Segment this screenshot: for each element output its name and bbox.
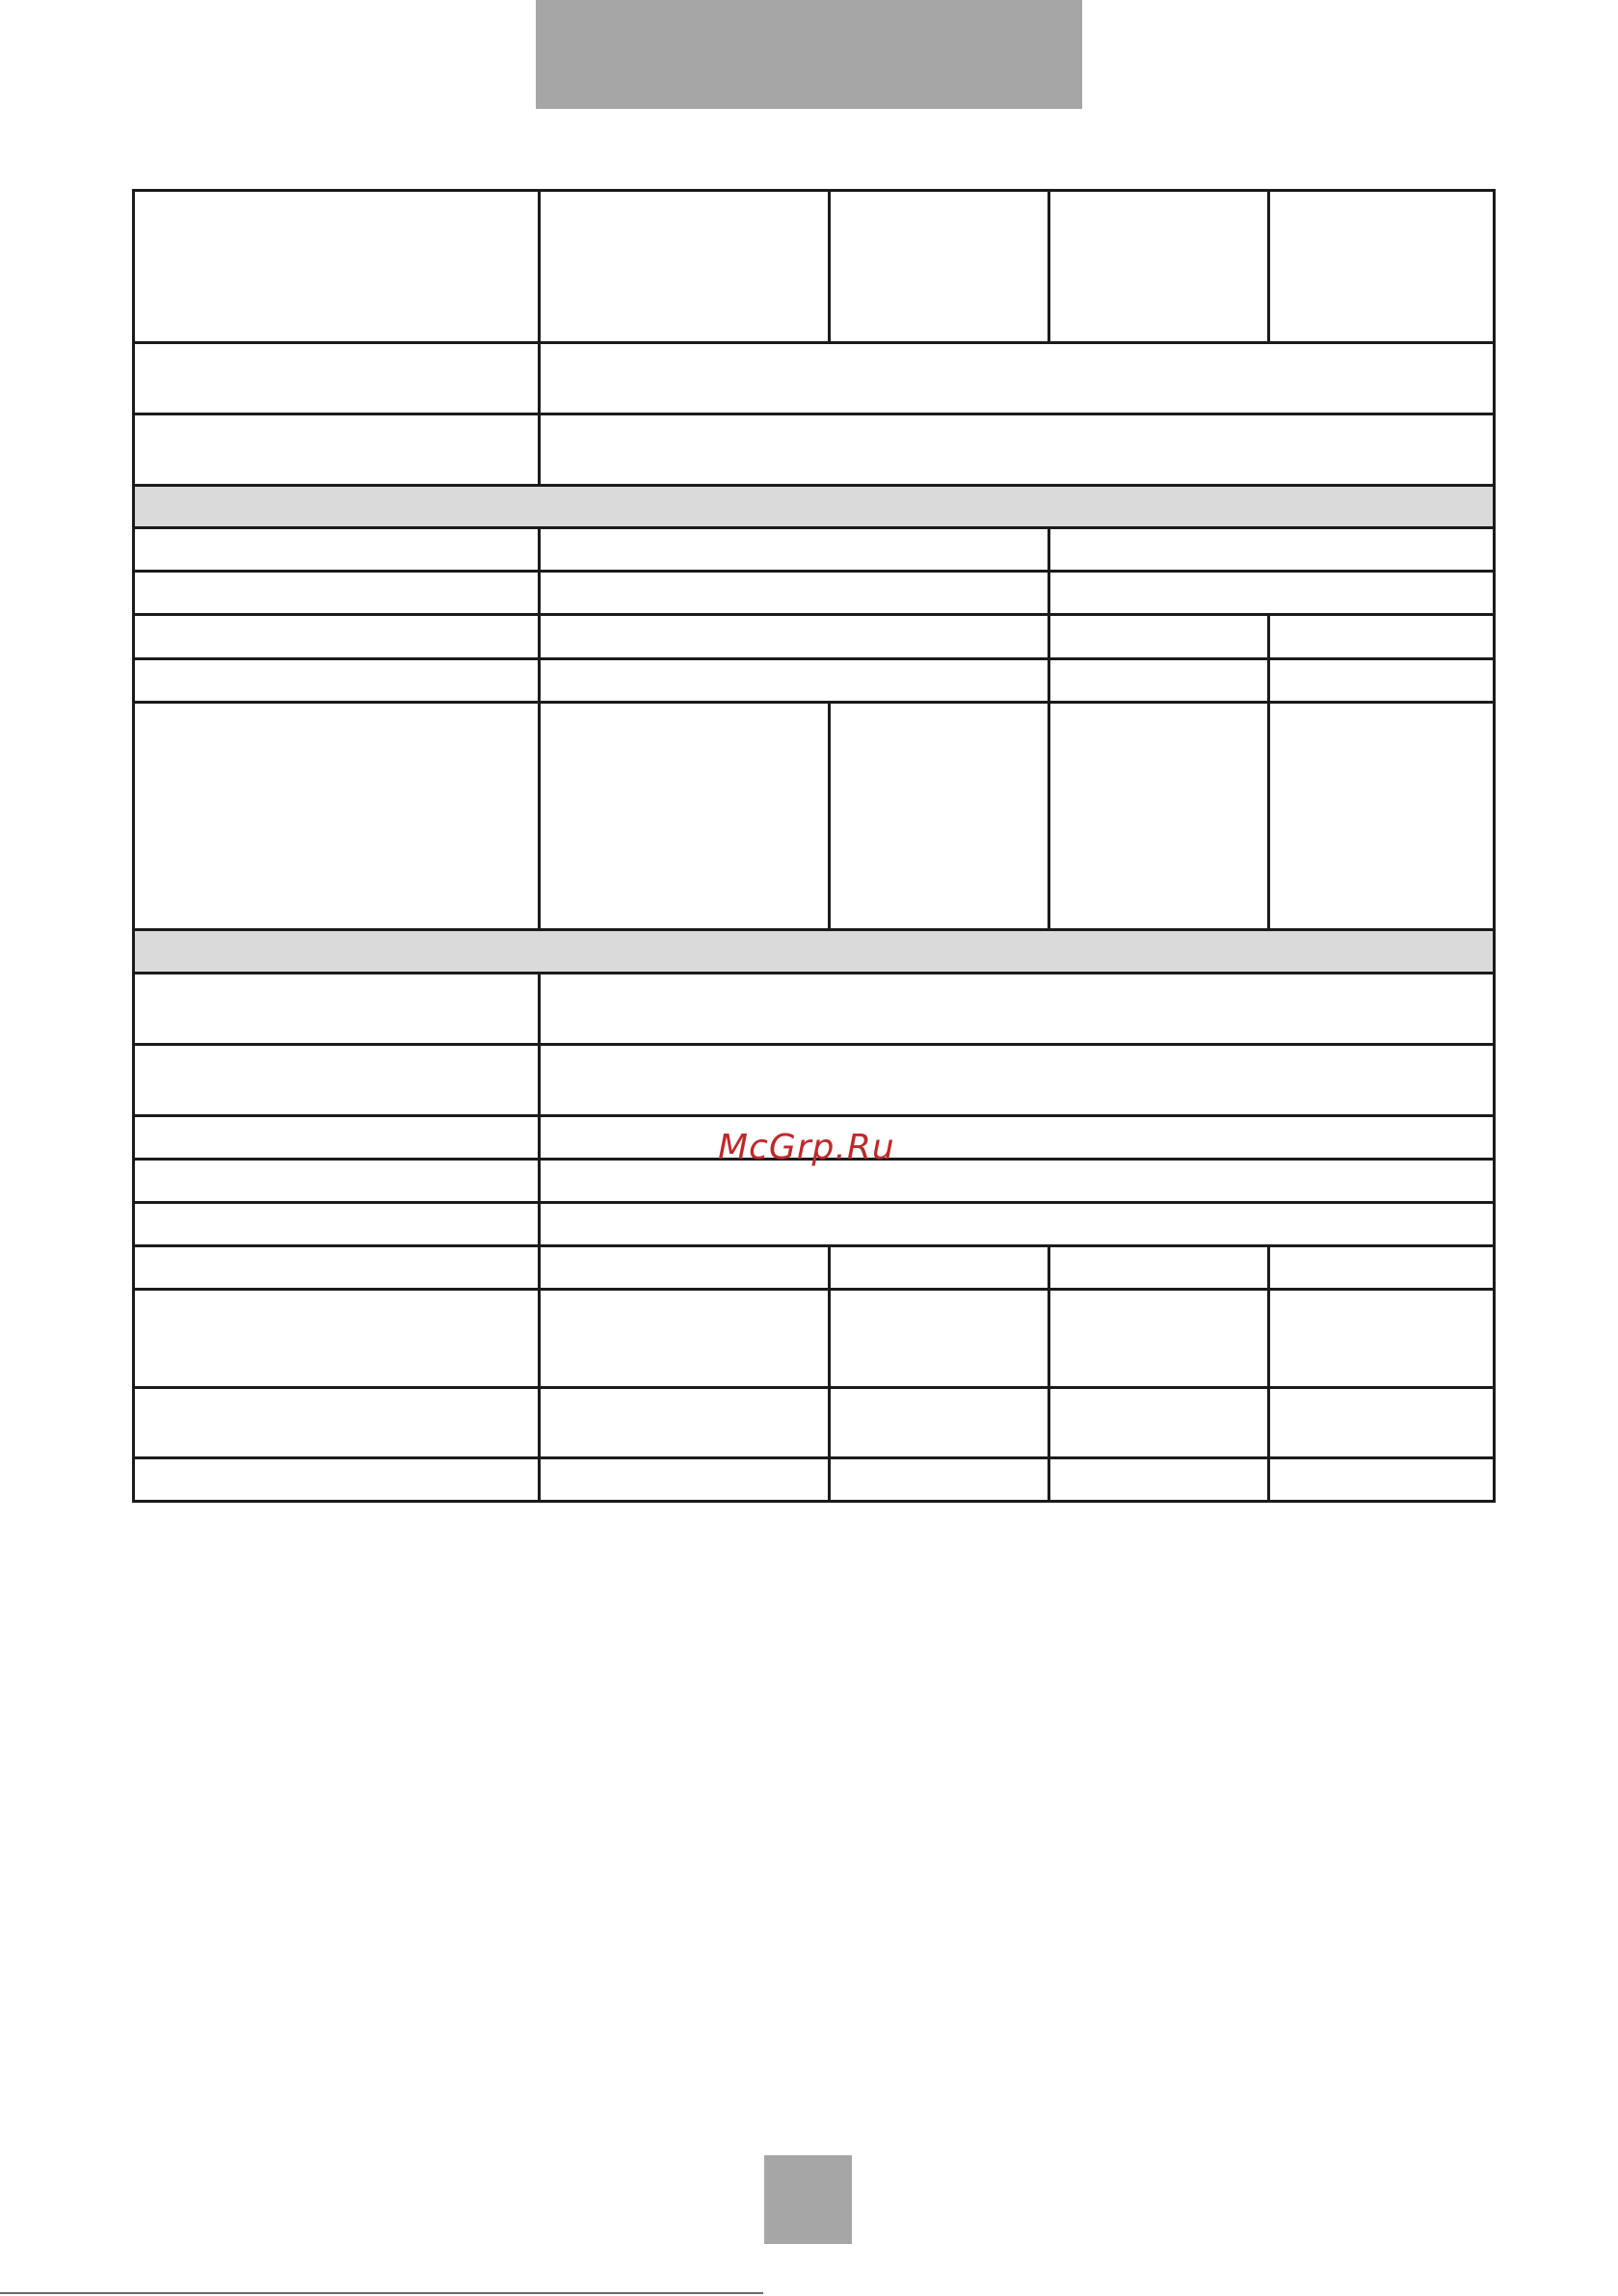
table-cell [134, 414, 540, 486]
table-cell [1269, 659, 1495, 703]
table-cell [830, 1458, 1049, 1502]
spec-table [132, 189, 1496, 1503]
table-cell [1269, 1388, 1495, 1458]
table-cell [1049, 703, 1269, 930]
table-cell [134, 1203, 540, 1246]
table-row [134, 572, 1495, 615]
header-bar [536, 0, 1082, 109]
table-cell [134, 703, 540, 930]
table-row [134, 343, 1495, 414]
table-row [134, 528, 1495, 572]
table-cell [540, 703, 830, 930]
table-row [134, 615, 1495, 659]
table-row [134, 1246, 1495, 1290]
table-cell [540, 191, 830, 343]
page-number-box [764, 2155, 852, 2244]
table-row [134, 703, 1495, 930]
table-cell [1049, 659, 1269, 703]
table-cell [134, 191, 540, 343]
table-cell [540, 1290, 830, 1388]
table-cell [1049, 1458, 1269, 1502]
section-row [134, 930, 1495, 974]
table-cell [134, 1388, 540, 1458]
table-cell [134, 1045, 540, 1116]
table-row [134, 1203, 1495, 1246]
table-cell [134, 974, 540, 1045]
table-cell [830, 1388, 1049, 1458]
table-cell [134, 659, 540, 703]
table-cell [540, 572, 1049, 615]
table-cell [540, 615, 1049, 659]
table-cell [1269, 1290, 1495, 1388]
table-cell [1269, 615, 1495, 659]
table-cell [1049, 572, 1495, 615]
table-cell [134, 572, 540, 615]
table-cell [1269, 1246, 1495, 1290]
table-cell [830, 1246, 1049, 1290]
table-cell [830, 191, 1049, 343]
table-row [134, 659, 1495, 703]
table-cell [830, 1290, 1049, 1388]
table-cell [134, 343, 540, 414]
table-cell [134, 1246, 540, 1290]
table-cell [1049, 1388, 1269, 1458]
table-cell [1269, 191, 1495, 343]
table-cell [1049, 615, 1269, 659]
table-cell [540, 1045, 1495, 1116]
table-row [134, 1290, 1495, 1388]
section-cell [134, 486, 1495, 528]
table-cell [1269, 1458, 1495, 1502]
section-row [134, 486, 1495, 528]
table-cell [540, 659, 1049, 703]
table-cell [134, 1116, 540, 1160]
table-cell [540, 1203, 1495, 1246]
table-cell [134, 1160, 540, 1203]
table-row [134, 191, 1495, 343]
table-cell [1049, 191, 1269, 343]
table-row [134, 1388, 1495, 1458]
table-cell [540, 1388, 830, 1458]
watermark-text: McGrp.Ru [718, 1128, 895, 1167]
table-cell [1049, 1246, 1269, 1290]
table-cell [540, 343, 1495, 414]
table-cell [134, 1458, 540, 1502]
table-cell [540, 974, 1495, 1045]
table-row [134, 974, 1495, 1045]
table-cell [1269, 703, 1495, 930]
table-cell [540, 1246, 830, 1290]
bottom-rule [0, 2292, 763, 2294]
table-cell [540, 1116, 1495, 1160]
table-row [134, 414, 1495, 486]
table-row [134, 1458, 1495, 1502]
table-cell [134, 528, 540, 572]
table-row [134, 1045, 1495, 1116]
table-cell [1049, 1290, 1269, 1388]
table-cell [540, 1160, 1495, 1203]
table-cell [134, 615, 540, 659]
table-cell [540, 1458, 830, 1502]
table-cell [830, 703, 1049, 930]
table-cell [1049, 528, 1495, 572]
table-cell [540, 528, 1049, 572]
table-cell [540, 414, 1495, 486]
section-cell [134, 930, 1495, 974]
table-cell [134, 1290, 540, 1388]
